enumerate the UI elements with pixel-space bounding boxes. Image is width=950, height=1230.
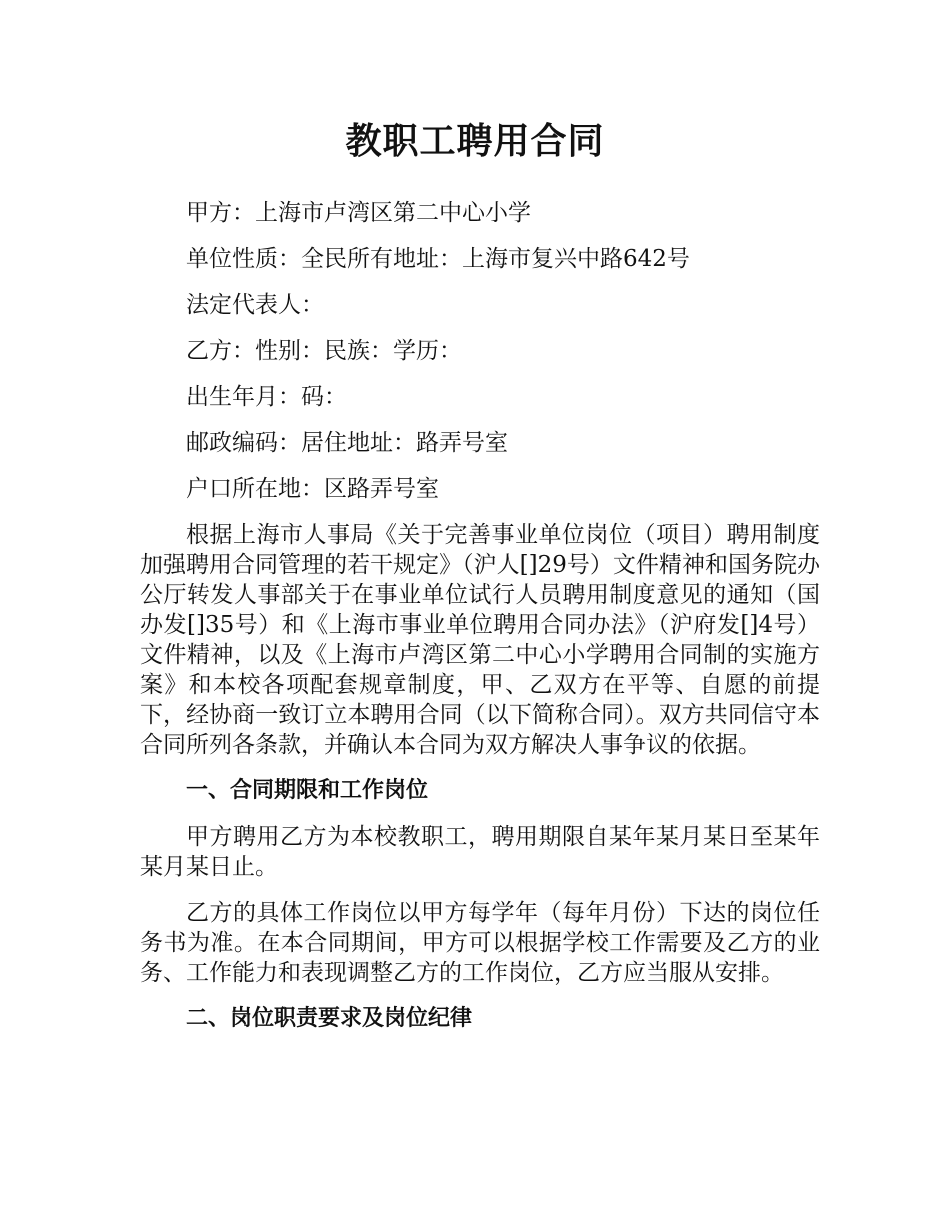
party-a-field: 甲方：上海市卢湾区第二中心小学 — [186, 200, 531, 226]
section-2-heading: 二、岗位职责要求及岗位纪律 — [186, 1006, 473, 1031]
document-title: 教职工聘用合同 — [345, 121, 605, 162]
birth-date-field: 出生年月：码： — [186, 384, 347, 410]
section-1-paragraph-1: 甲方聘用乙方为本校教职工，聘用期限自某年某月某日至某年某月某日止。 — [140, 824, 820, 880]
document-body — [140, 198, 820, 1050]
legal-representative-field: 法定代表人： — [186, 292, 324, 318]
household-registration-field: 户口所在地：区路弄号室 — [186, 476, 439, 502]
intro-paragraph: 根据上海市人事局《关于完善事业单位岗位（项目）聘用制度加强聘用合同管理的若干规定》（沪人[]29号）文件精神和国务院办公厅转发人事部关于在事业单位试行人员聘用制度意见的通知（国办发[]35号）和《上海市事业单位聘用合同办法》（沪府发[]4号）文件精神，以及《上海市卢湾区第二中心小学聘用合同制的实施方案》和本校各项配套规章制度，甲、乙双方在平等、自愿的前提下，经协商一致订立本聘用合同（以下简称合同）。双方共同信守本合同所列各条款，并确认本合同为双方解决人事争议的依据。 — [140, 522, 820, 758]
section-1-heading: 一、合同期限和工作岗位 — [186, 778, 429, 803]
postal-code-address-field: 邮政编码：居住地址：路弄号室 — [186, 430, 508, 456]
party-b-field: 乙方：性别：民族：学历： — [186, 338, 462, 364]
section-1-paragraph-2: 乙方的具体工作岗位以甲方每学年（每年月份）下达的岗位任务书为准。在本合同期间，甲方可以根据学校工作需要及乙方的业务、工作能力和表现调整乙方的工作岗位，乙方应当服从安排。 — [140, 900, 820, 986]
unit-nature-address-field: 单位性质：全民所有地址：上海市复兴中路642号 — [186, 246, 690, 272]
